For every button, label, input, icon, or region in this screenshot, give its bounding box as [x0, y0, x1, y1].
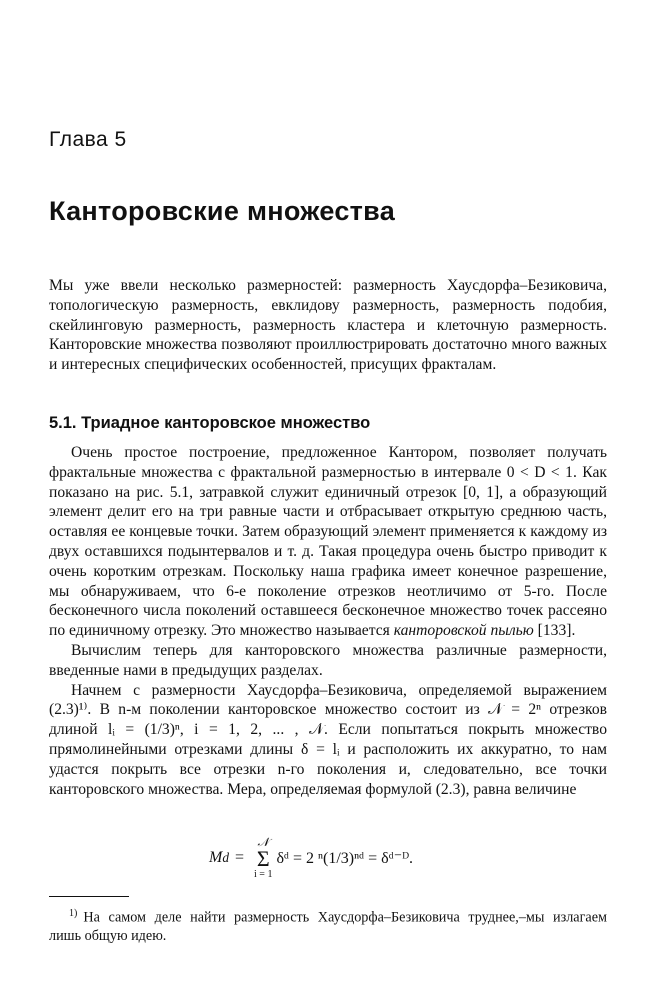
paragraph-2: Вычислим теперь для канторовского множества различные размерности, введенные нами в предыдущих разделах.: [49, 641, 607, 679]
footnote: [49, 905, 607, 945]
section-heading: 5.1. Триадное канторовское множество: [49, 414, 371, 432]
paragraph-1-text: Очень простое построение, предложенное Кантором, позволяет получать фрактальные множества с фрактальной размерностью в интервале 0 < D < 1. Как показано на рис. 5.1, затравкой служит единичный отрезок [0, 1], а образующий элемент делит его на три равные части и отбрасывает открытую среднюю часть, оставляя ее концевые точки. Затем образующий элемент применяется к каждому из двух оставшихся подынтервалов и т. д. Такая процедура очень быстро приводит к очень коротким отрезкам. Поскольку наша графика имеет конечное разрешение, мы обнаруживаем, что 6-е поколение отрезков неотличимо от 5-го. После бесконечного числа поколений оставшееся бесконечное множество точек рассеяно по единичному отрезку. Это множество называется: [49, 444, 607, 640]
footnote-text: На самом деле найти размерность Хаусдорфа–Безиковича труднее,–мы излагаем лишь общую идею.: [49, 909, 607, 944]
section-body: [49, 443, 607, 799]
sum-upper-limit: 𝒩: [257, 835, 269, 849]
formula-rhs: δᵈ = 2 ⁿ(1/3)ⁿᵈ = δᵈ⁻ᴰ.: [276, 850, 414, 867]
sum-lower-limit: i = 1: [254, 869, 273, 880]
footnote-marker: 1): [69, 908, 78, 919]
formula-equals: =: [235, 849, 245, 866]
paragraph-3: Начнем с размерности Хаусдорфа–Безиковича, определяемой выражением (2.3)¹⁾. В n-м поколении канторовское множество состоит из 𝒩 = 2ⁿ отрезков длиной lᵢ = (1/3)ⁿ, i = 1, 2, ... , 𝒩. Если попытаться покрыть множество прямолинейными отрезками длины δ = lᵢ и расположить их аккуратно, то нам удастся покрыть все отрезки n-го поколения и, следовательно, все точки канторовского множества. Мера, определяемая формулой (2.3), равна величине: [49, 681, 607, 798]
intro-paragraph: Мы уже ввели несколько размерностей: размерность Хаусдорфа–Безиковича, топологическую размерность, евклидову размерность, размерность подобия, скейлинговую размерность, размерность кластера и клеточную размерность. Канторовские множества позволяют проиллюстрировать достаточно много важных и интересных специфических особенностей, присущих фракталам.: [49, 277, 607, 374]
measure-formula: [209, 836, 413, 880]
sum-operator: [254, 836, 272, 880]
chapter-title: Канторовские множества: [49, 196, 396, 226]
formula-lhs-sub: d: [222, 850, 229, 865]
paragraph-1-ref: [133].: [537, 622, 576, 640]
sum-symbol: Σ: [256, 846, 270, 871]
chapter-label: Глава 5: [49, 128, 127, 151]
paragraph-1: [49, 443, 607, 641]
formula-lhs: M: [209, 849, 223, 866]
footnote-divider: [49, 896, 129, 897]
cantor-dust-term: канторовской пылью: [393, 622, 534, 640]
